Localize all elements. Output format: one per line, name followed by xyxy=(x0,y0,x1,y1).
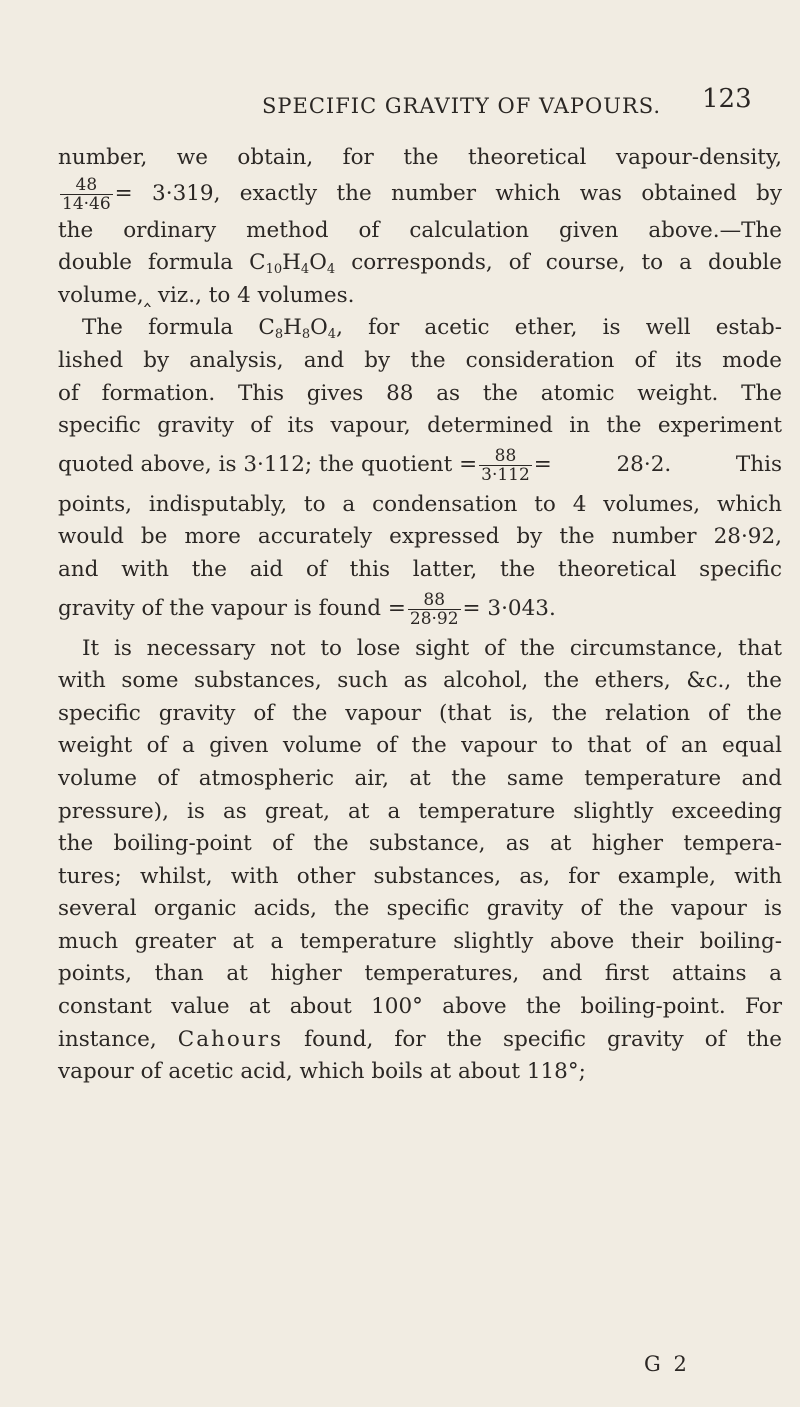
text-line: specific gravity of its vapour, determined in the experiment xyxy=(58,413,782,439)
text-line: number, we obtain, for the theoretical vapour-density, xyxy=(58,145,782,170)
text-line: would be more accurately expressed by the number 28·92, xyxy=(58,524,782,550)
text-segment: = 3·319, exactly the number which was obtained by xyxy=(114,181,782,207)
text-segment: O xyxy=(309,250,327,276)
text-line: points, than at higher temperatures, and first attains a xyxy=(58,961,782,987)
text-line: constant value at about 100° above the boiling-point. For xyxy=(58,994,782,1020)
subscript: 4 xyxy=(326,262,336,278)
text-segment: H xyxy=(282,250,301,276)
fraction-numerator: 48 xyxy=(75,175,98,196)
text-line: tures; whilst, with other substances, as, for example, with xyxy=(58,863,782,889)
text-segment: , for acetic ether, is well estab- xyxy=(336,315,782,341)
text-segment: instance, xyxy=(58,1026,178,1052)
text-line-with-formula xyxy=(58,247,782,280)
fraction xyxy=(479,447,532,484)
text-line: It is necessary not to lose sight of the circumstance, that xyxy=(82,635,782,661)
text-line: and with the aid of this latter, the theoretical specific xyxy=(58,556,782,582)
text-line: pressure), is as great, at a temperature slightly exceeding xyxy=(58,798,782,824)
fraction xyxy=(408,591,461,628)
text-line-with-fraction xyxy=(58,587,782,633)
subscript: 4 xyxy=(327,327,337,343)
fraction-denominator: 14·46 xyxy=(62,194,111,215)
text-line: weight of a given volume of the vapour to that of an equal xyxy=(58,733,782,759)
text-line-with-formula xyxy=(58,312,782,345)
text-line: vapour of acetic acid, which boils at about 118°; xyxy=(58,1059,586,1085)
text-segment: The formula C xyxy=(82,315,275,341)
text-segment: gravity of the vapour is found = xyxy=(58,596,406,622)
text-line: much greater at a temperature slightly above their boiling- xyxy=(58,928,782,954)
page-header xyxy=(0,84,800,124)
fraction-numerator: 88 xyxy=(423,590,446,611)
text-segment: found, for the specific gravity of the xyxy=(283,1026,782,1052)
text-line-with-fraction xyxy=(58,443,782,489)
text-line: the ordinary method of calculation given above.—The xyxy=(58,217,782,243)
text-segment: O xyxy=(310,315,328,341)
page-number: 123 xyxy=(702,84,752,114)
text-segment: H xyxy=(283,315,302,341)
text-line: of formation. This gives 88 as the atomic weight. The xyxy=(58,380,782,406)
text-line xyxy=(58,1024,782,1057)
text-segment: = 28·2. This xyxy=(533,452,782,478)
text-line: points, indisputably, to a condensation to 4 volumes, which xyxy=(58,491,782,517)
text-line: specific gravity of the vapour (that is, the relation of the xyxy=(58,700,782,726)
signature-mark: G 2 xyxy=(644,1352,690,1376)
body-text xyxy=(58,142,782,1089)
subscript: 8 xyxy=(274,327,284,343)
text-line: lished by analysis, and by the consideration of its mode xyxy=(58,347,782,373)
text-segment: quoted above, is 3·112; the quotient = xyxy=(58,452,478,478)
text-segment: corresponds, of course, to a double xyxy=(335,250,782,276)
fraction xyxy=(60,176,113,213)
text-line: several organic acids, the specific gravity of the vapour is xyxy=(58,896,782,922)
text-segment: double formula C xyxy=(58,250,266,276)
text-line: volume,‸ viz., to 4 volumes. xyxy=(58,282,355,308)
text-line: with some substances, such as alcohol, the ethers, &c., the xyxy=(58,668,782,694)
subscript: 8 xyxy=(301,327,311,343)
fraction-numerator: 88 xyxy=(494,446,517,467)
subscript: 10 xyxy=(265,262,283,278)
running-title: SPECIFIC GRAVITY OF VAPOURS. xyxy=(262,94,662,118)
author-name: Cahours xyxy=(177,1026,283,1052)
subscript: 4 xyxy=(300,262,310,278)
text-segment: = 3·043. xyxy=(462,596,556,622)
text-line-with-fraction xyxy=(58,175,782,215)
text-line: volume of atmospheric air, at the same temperature and xyxy=(58,765,782,791)
text-line: the boiling-point of the substance, as at higher tempera- xyxy=(58,831,782,857)
fraction-denominator: 3·112 xyxy=(481,465,530,486)
fraction-denominator: 28·92 xyxy=(409,609,459,630)
